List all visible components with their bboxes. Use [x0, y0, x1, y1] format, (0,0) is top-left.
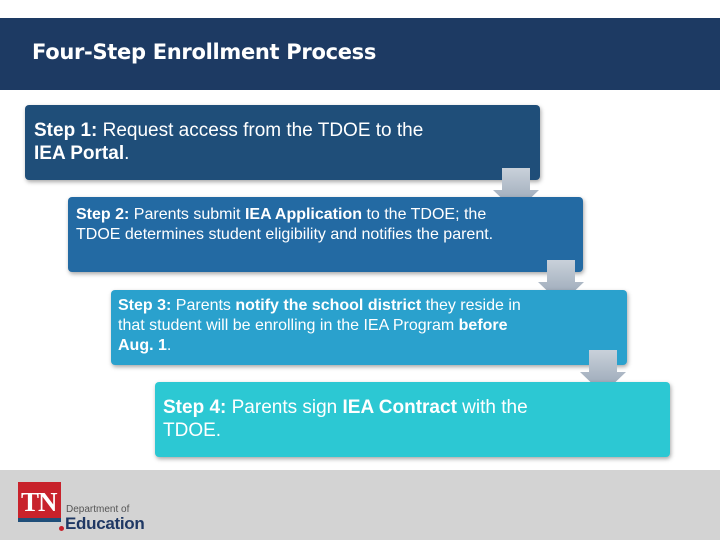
step-4-label: Step 4: — [163, 397, 227, 418]
step-2-text: Step 2: Parents submit IEA Application to the TDOE; the TDOE determines student eligibility and notifies the parent. — [76, 206, 494, 243]
logo-dept-text: Department of — [66, 504, 130, 515]
step-2-label: Step 2: — [76, 206, 130, 223]
step-4-box — [155, 382, 670, 457]
step-3-box — [111, 290, 627, 365]
step-1-label: Step 1: — [34, 120, 98, 141]
step-4-text: Step 4: Parents sign IEA Contract with the TDOE. — [163, 397, 528, 441]
logo-dot — [59, 526, 64, 531]
step-3-label: Step 3: — [118, 297, 172, 314]
tn-education-logo — [18, 482, 148, 534]
step-3-text: Step 3: Parents notify the school district they reside in that student will be enrolling in the IEA Program before Aug. 1. — [118, 297, 521, 354]
page-title: Four-Step Enrollment Process — [32, 40, 377, 64]
tn-logo-mark: TN — [18, 482, 61, 522]
step-1-box — [25, 105, 540, 180]
step-2-box — [68, 197, 583, 272]
step-1-text: Step 1: Request access from the TDOE to the IEA Portal. — [34, 120, 424, 164]
logo-education-text: Education — [65, 514, 145, 533]
